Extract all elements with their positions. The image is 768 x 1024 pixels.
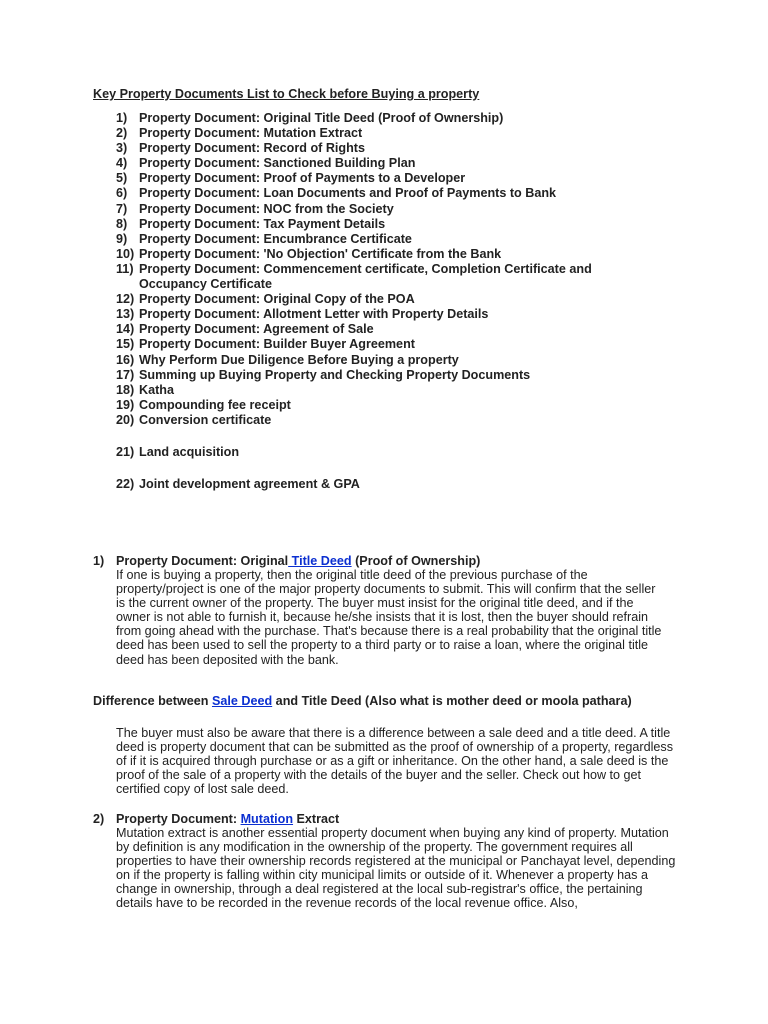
table-of-contents: [116, 111, 609, 492]
toc-item[interactable]: 9) Property Document: Encumbrance Certificate: [116, 231, 412, 246]
mutation-link[interactable]: Mutation: [240, 812, 294, 826]
toc-item[interactable]: 14) Property Document: Agreement of Sale: [116, 322, 374, 337]
toc-item[interactable]: 10) Property Document: 'No Objection' Certificate from the Bank: [116, 246, 502, 261]
toc-item[interactable]: 16) Why Perform Due Diligence Before Buying a property: [116, 352, 459, 367]
toc-item[interactable]: 2) Property Document: Mutation Extract: [116, 126, 363, 141]
toc-item[interactable]: 6) Property Document: Loan Documents and Proof of Payments to Bank: [116, 186, 557, 201]
toc-item[interactable]: 15) Property Document: Builder Buyer Agreement: [116, 337, 415, 352]
section-heading-difference: Difference between Sale Deed and Title Deed (Also what is mother deed or moola pathara): [93, 694, 632, 708]
toc-item[interactable]: 22) Joint development agreement & GPA: [116, 477, 360, 492]
title-deed-link[interactable]: Title Deed: [288, 554, 352, 568]
toc-item[interactable]: 21) Land acquisition: [116, 444, 240, 459]
toc-item[interactable]: 19) Compounding fee receipt: [116, 397, 291, 412]
toc-item[interactable]: 13) Property Document: Allotment Letter with Property Details: [116, 307, 489, 322]
toc-item[interactable]: 8) Property Document: Tax Payment Details: [116, 216, 386, 231]
section-body-title-deed: If one is buying a property, then the original title deed of the previous purchase of the property/project is one of the major property documents to submit. This will confirm that the seller is the current owner of the property. The buyer must insist for the original title deed, and if the owner is not able to furnish it, because he/she insists that it is lost, then the buyer should refrain from going ahead with the purchase. That's because there is a real probability that the original title deed has been used to sell the property to a third party or to raise a loan, where the original title deed has been deposited with the bank.: [116, 568, 662, 667]
toc-item[interactable]: 11) Property Document: Commencement certificate, Completion Certificate and Occupancy Certificate: [116, 261, 592, 292]
toc-item[interactable]: 12) Property Document: Original Copy of the POA: [116, 292, 415, 307]
sale-deed-link[interactable]: Sale Deed: [211, 694, 273, 708]
toc-item[interactable]: 17) Summing up Buying Property and Checking Property Documents: [116, 367, 531, 382]
toc-item[interactable]: 5) Property Document: Proof of Payments to a Developer: [116, 171, 466, 186]
toc-item[interactable]: 1) Property Document: Original Title Deed (Proof of Ownership): [116, 111, 504, 125]
section-heading-title-deed: 1) Property Document: Original Title Deed (Proof of Ownership): [93, 554, 481, 568]
toc-item[interactable]: 7) Property Document: NOC from the Society: [116, 201, 394, 216]
document-title: Key Property Documents List to Check before Buying a property: [93, 87, 480, 101]
toc-item[interactable]: 4) Property Document: Sanctioned Building Plan: [116, 156, 416, 171]
section-body-difference: The buyer must also be aware that there is a difference between a sale deed and a title deed. A title deed is property document that can be submitted as the proof of ownership of a property, regardless of if it is acquired through purchase or as a gift or inheritance. On the other hand, a sale deed is the proof of the sale of a property with the details of the buyer and the seller. Check out how to get certified copy of lost sale deed.: [116, 726, 674, 797]
toc-item[interactable]: 20) Conversion certificate: [116, 412, 272, 427]
toc-item[interactable]: 18) Katha: [116, 382, 174, 397]
section-heading-mutation: 2) Property Document: Mutation Extract: [93, 812, 340, 826]
toc-item[interactable]: 3) Property Document: Record of Rights: [116, 141, 366, 156]
section-body-mutation: Mutation extract is another essential property document when buying any kind of property. Mutation by definition is any modification in the ownership of the property. The government requires all properties to have their ownership records registered at the municipal or Panchayat level, depending on if the property is falling within city municipal limits or outside of it. Whenever a property has a change in ownership, through a deal registered at the local sub-registrar's office, the pertaining details have to be recorded in the revenue records of the local revenue office. Also,: [116, 826, 676, 911]
